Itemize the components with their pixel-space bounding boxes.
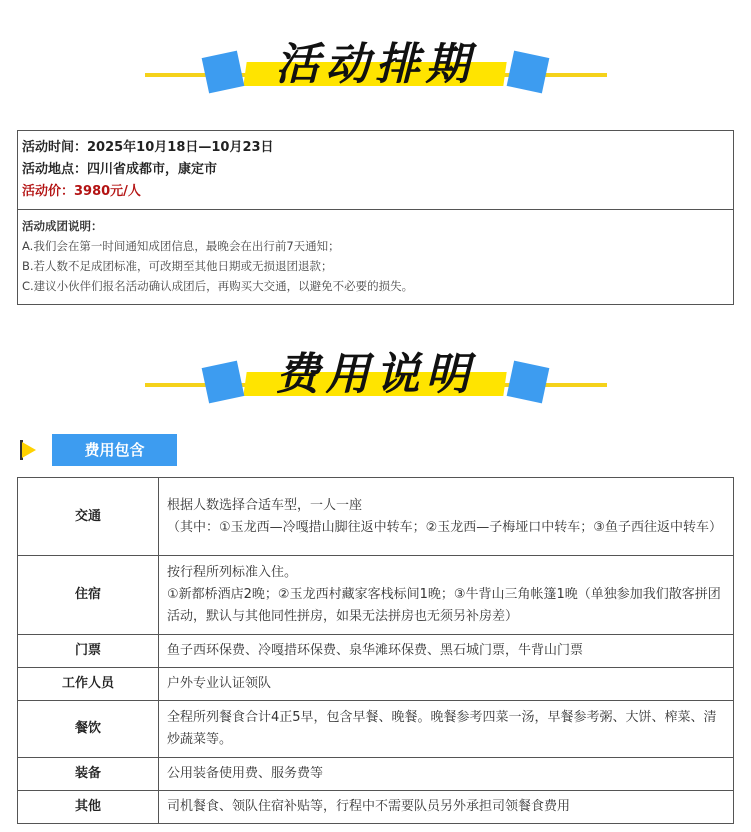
row-key: 交通 bbox=[18, 478, 159, 556]
value-line: ①新都桥酒店2晚；②玉龙西村藏家客栈标间1晚；③牛背山三角帐篷1晚（单独参加我们散客拼团活动，默认与其他同性拼房，如果无法拼房也无须另补房差） bbox=[167, 587, 721, 624]
table-row bbox=[18, 701, 734, 758]
fees-title: 费用说明 bbox=[275, 349, 476, 400]
row-key: 住宿 bbox=[18, 556, 159, 635]
activity-time: 活动时间：2025年10月18日—10月23日 bbox=[22, 140, 274, 155]
fees-table bbox=[17, 477, 734, 824]
row-value: 户外专业认证领队 bbox=[159, 668, 734, 701]
value-line: （其中：①玉龙西—冷嘎措山脚往返中转车；②玉龙西—子梅垭口中转车；③鱼子西往返中转车） bbox=[167, 519, 722, 535]
row-key: 餐饮 bbox=[18, 701, 159, 758]
schedule-banner bbox=[0, 0, 751, 90]
row-value: 公用装备使用费、服务费等 bbox=[159, 758, 734, 791]
activity-place: 活动地点：四川省成都市，康定市 bbox=[22, 162, 218, 177]
table-row bbox=[18, 556, 734, 635]
value-line: 根据人数选择合适车型，一人一座 bbox=[167, 497, 363, 513]
table-row bbox=[18, 478, 734, 556]
row-value: 全程所列餐食合计4正5早，包含早餐、晚餐。晚餐参考四菜一汤，早餐参考粥、大饼、榨菜、清炒蔬菜等。 bbox=[159, 701, 734, 758]
row-key: 工作人员 bbox=[18, 668, 159, 701]
schedule-info-box bbox=[17, 130, 734, 305]
note-item: C.建议小伙伴们报名活动确认成团后，再购买大交通，以避免不必要的损失。 bbox=[22, 279, 414, 293]
group-notes bbox=[18, 210, 733, 304]
value-line: 按行程所列标准入住。 bbox=[167, 565, 298, 580]
note-item: B.若人数不足成团标准，可改期至其他日期或无损退团退款； bbox=[22, 259, 333, 273]
schedule-title: 活动排期 bbox=[275, 39, 476, 90]
table-row bbox=[18, 791, 734, 824]
note-item: A.我们会在第一时间通知成团信息，最晚会在出行前7天通知； bbox=[22, 239, 340, 253]
row-value bbox=[159, 478, 734, 556]
notes-heading: 活动成团说明： bbox=[22, 219, 103, 233]
schedule-details bbox=[18, 131, 733, 210]
row-value: 鱼子西环保费、冷嘎措环保费、泉华滩环保费、黑石城门票，牛背山门票 bbox=[159, 635, 734, 668]
table-row bbox=[18, 668, 734, 701]
row-value bbox=[159, 556, 734, 635]
fees-included-label: 费用包含 bbox=[52, 434, 177, 466]
table-row bbox=[18, 758, 734, 791]
activity-price: 活动价：3980元/人 bbox=[22, 184, 141, 199]
row-key: 装备 bbox=[18, 758, 159, 791]
row-value: 司机餐食、领队住宿补贴等，行程中不需要队员另外承担司领餐食费用 bbox=[159, 791, 734, 824]
table-row bbox=[18, 635, 734, 668]
fees-banner bbox=[0, 310, 751, 400]
play-arrow-icon bbox=[22, 442, 36, 458]
row-key: 门票 bbox=[18, 635, 159, 668]
row-key: 其他 bbox=[18, 791, 159, 824]
